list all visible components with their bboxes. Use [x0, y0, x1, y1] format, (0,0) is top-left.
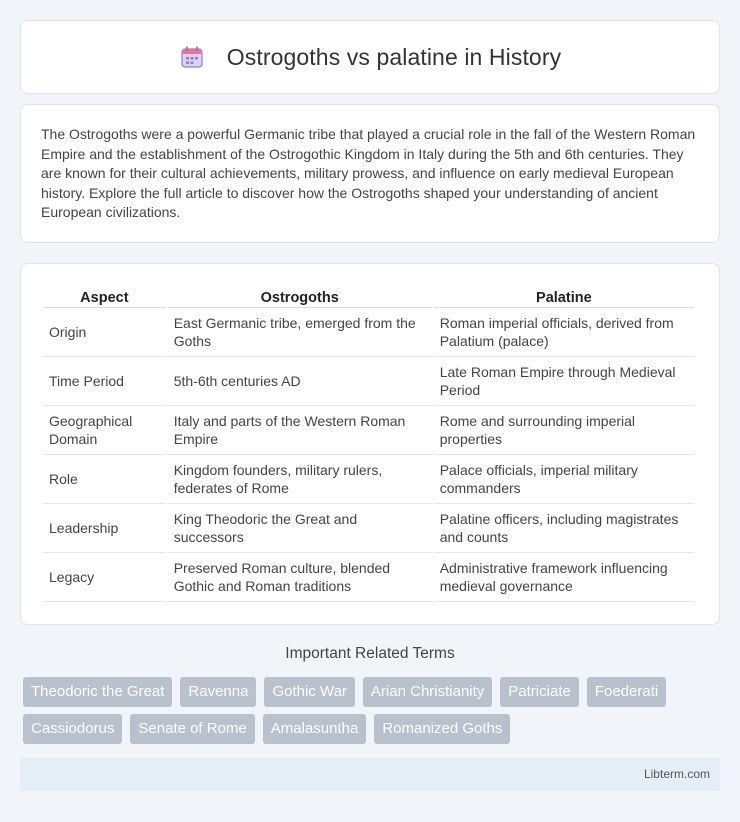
table-cell-ostrogoths: Kingdom founders, military rulers, federates of Rome [168, 455, 432, 504]
related-term-tag[interactable]: Senate of Rome [130, 714, 254, 744]
comparison-table-card [20, 263, 720, 625]
table-row [43, 308, 694, 357]
table-row [43, 553, 694, 602]
table-row [43, 406, 694, 455]
table-row [43, 357, 694, 406]
page-title: Ostrogoths vs palatine in History [226, 43, 562, 70]
related-term-tag[interactable]: Foederati [587, 677, 666, 707]
table-cell-palatine: Administrative framework influencing medieval governance [434, 553, 694, 602]
table-cell-ostrogoths: Italy and parts of the Western Roman Empire [168, 406, 432, 455]
related-term-tag[interactable]: Cassiodorus [23, 714, 122, 744]
comparison-table [41, 284, 696, 602]
table-cell-aspect: Geographical Domain [43, 406, 166, 455]
intro-text: The Ostrogoths were a powerful Germanic tribe that played a crucial role in the fall of the Western Roman Empire and the establishment of the Ostrogothic Kingdom in Italy during the 5th and 6th centuries. They are known for their cultural achievements, military prowess, and influence on early medieval European history. Explore the full article to discover how the Ostrogoths shaped your understanding of ancient European civilizations. [41, 126, 696, 221]
table-cell-ostrogoths: East Germanic tribe, emerged from the Goths [168, 308, 432, 357]
table-cell-aspect: Time Period [43, 357, 166, 406]
related-term-tag[interactable]: Arian Christianity [363, 677, 492, 707]
related-term-tag[interactable]: Gothic War [264, 677, 354, 707]
footer [20, 758, 720, 791]
table-cell-ostrogoths: Preserved Roman culture, blended Gothic and Roman traditions [168, 553, 432, 602]
related-term-tag[interactable]: Ravenna [180, 677, 256, 707]
table-cell-palatine: Late Roman Empire through Medieval Period [434, 357, 694, 406]
footer-site-link[interactable]: Libterm.com [643, 767, 710, 781]
related-term-tag[interactable]: Theodoric the Great [23, 677, 172, 707]
table-cell-palatine: Rome and surrounding imperial properties [434, 406, 694, 455]
table-header-row [43, 284, 694, 308]
header-card [20, 20, 720, 94]
table-cell-aspect: Legacy [43, 553, 166, 602]
header-ostrogoths: Ostrogoths [168, 284, 432, 308]
table-cell-palatine: Roman imperial officials, derived from Palatium (palace) [434, 308, 694, 357]
table-cell-ostrogoths: 5th-6th centuries AD [168, 357, 432, 406]
related-term-tag[interactable]: Patriciate [500, 677, 579, 707]
table-cell-palatine: Palatine officers, including magistrates and counts [434, 504, 694, 553]
header-palatine: Palatine [434, 284, 694, 308]
related-term-tag[interactable]: Amalasuntha [263, 714, 367, 744]
table-cell-palatine: Palace officials, imperial military commanders [434, 455, 694, 504]
table-cell-aspect: Role [43, 455, 166, 504]
header-aspect: Aspect [43, 284, 166, 308]
related-terms-tags [23, 677, 723, 744]
table-cell-ostrogoths: King Theodoric the Great and successors [168, 504, 432, 553]
table-cell-aspect: Leadership [43, 504, 166, 553]
related-terms-title: Important Related Terms [285, 645, 455, 662]
related-term-tag[interactable]: Romanized Goths [374, 714, 510, 744]
table-row [43, 455, 694, 504]
calendar-icon [179, 44, 205, 70]
intro-card [20, 104, 720, 243]
table-cell-aspect: Origin [43, 308, 166, 357]
table-row [43, 504, 694, 553]
